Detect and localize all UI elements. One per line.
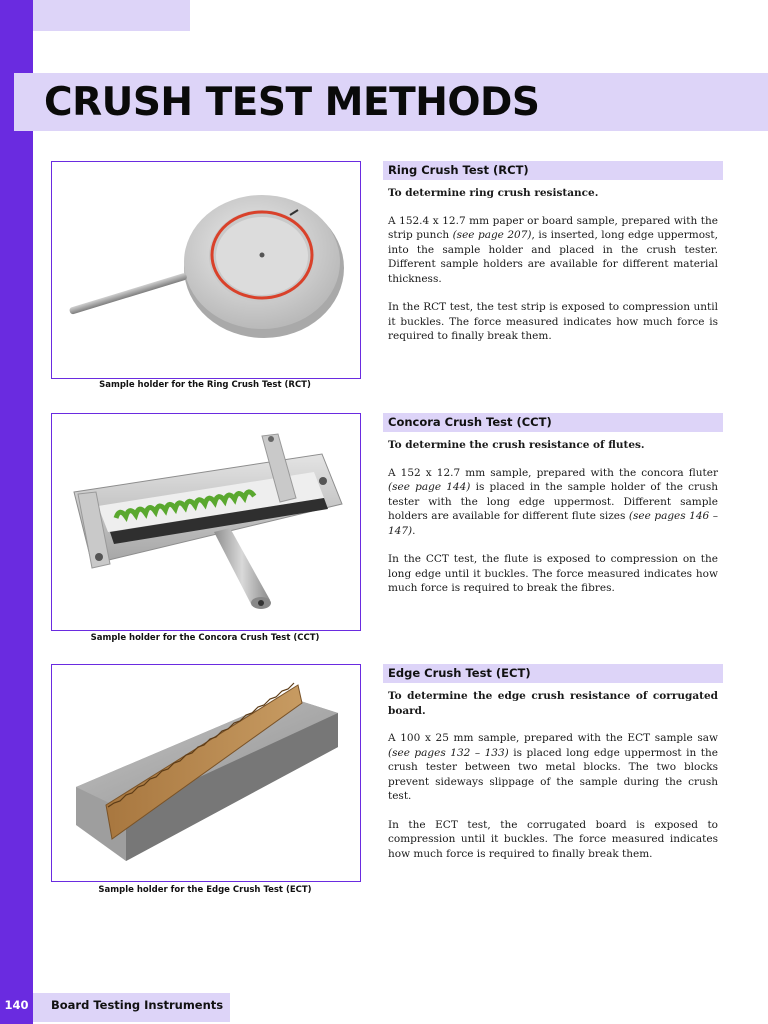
cct-sample-holder-image bbox=[51, 413, 361, 631]
footer-section-title: Board Testing Instruments bbox=[51, 998, 224, 1012]
ect-body bbox=[388, 689, 718, 875]
top-tab-band bbox=[33, 0, 190, 31]
ect-paragraph-2: In the ECT test, the corrugated board is exposed to compression until it buckles. The force measured indicates how much force is required to finally break them. bbox=[388, 818, 718, 860]
ect-sample-holder-image bbox=[51, 664, 361, 882]
rct-heading: Ring Crush Test (RCT) bbox=[383, 161, 723, 180]
ect-lead: To determine the edge crush resistance of corrugated board. bbox=[388, 690, 718, 717]
ect-caption: Sample holder for the Edge Crush Test (ECT) bbox=[98, 885, 312, 895]
cct-paragraph-1: A 152 x 12.7 mm sample, prepared with the concora fluter (see page 144) is placed in the sample holder of the crush tester with the long edge uppermost. Different sample holders are available for different flute sizes (see pages 146 – 147). bbox=[388, 466, 718, 537]
rct-paragraph-1: A 152.4 x 12.7 mm paper or board sample, prepared with the strip punch (see page 207), is inserted, long edge uppermost, into the sample holder and placed in the crush tester. Different sample holders are available for different material thickness. bbox=[388, 214, 718, 285]
rct-paragraph-2: In the RCT test, the test strip is exposed to compression until it buckles. The force measured indicates how much force is required to finally break them. bbox=[388, 301, 718, 342]
cct-paragraph-2: In the CCT test, the flute is exposed to compression on the long edge until it buckles. The force measured indicates how much force is required to break the fibres. bbox=[388, 553, 718, 594]
ect-page-ref: (see pages 132 – 133) bbox=[388, 746, 509, 759]
cct-page-ref-2: (see pages 146 – 147) bbox=[388, 510, 718, 537]
ect-paragraph-1: A 100 x 25 mm sample, prepared with the ECT sample saw (see pages 132 – 133) is placed long edge uppermost in the crush tester between two metal blocks. The two blocks prevent sideways slippage of the sample during the crush test. bbox=[388, 732, 718, 802]
rct-lead: To determine ring crush resistance. bbox=[388, 187, 599, 199]
rct-page-ref: (see page 207) bbox=[452, 229, 532, 241]
rct-body bbox=[388, 186, 718, 358]
left-accent-bar bbox=[0, 0, 33, 1024]
cct-heading: Concora Crush Test (CCT) bbox=[383, 413, 723, 432]
rct-sample-holder-image bbox=[51, 161, 361, 379]
ect-heading: Edge Crush Test (ECT) bbox=[383, 664, 723, 683]
cct-page-ref: (see page 144) bbox=[388, 481, 471, 493]
rct-caption: Sample holder for the Ring Crush Test (RCT) bbox=[99, 380, 311, 390]
page-title: CRUSH TEST METHODS bbox=[44, 80, 540, 125]
cct-caption: Sample holder for the Concora Crush Test (CCT) bbox=[90, 633, 320, 643]
cct-body bbox=[388, 438, 718, 610]
page-number: 140 bbox=[4, 998, 29, 1012]
cct-lead: To determine the crush resistance of flutes. bbox=[388, 439, 645, 451]
